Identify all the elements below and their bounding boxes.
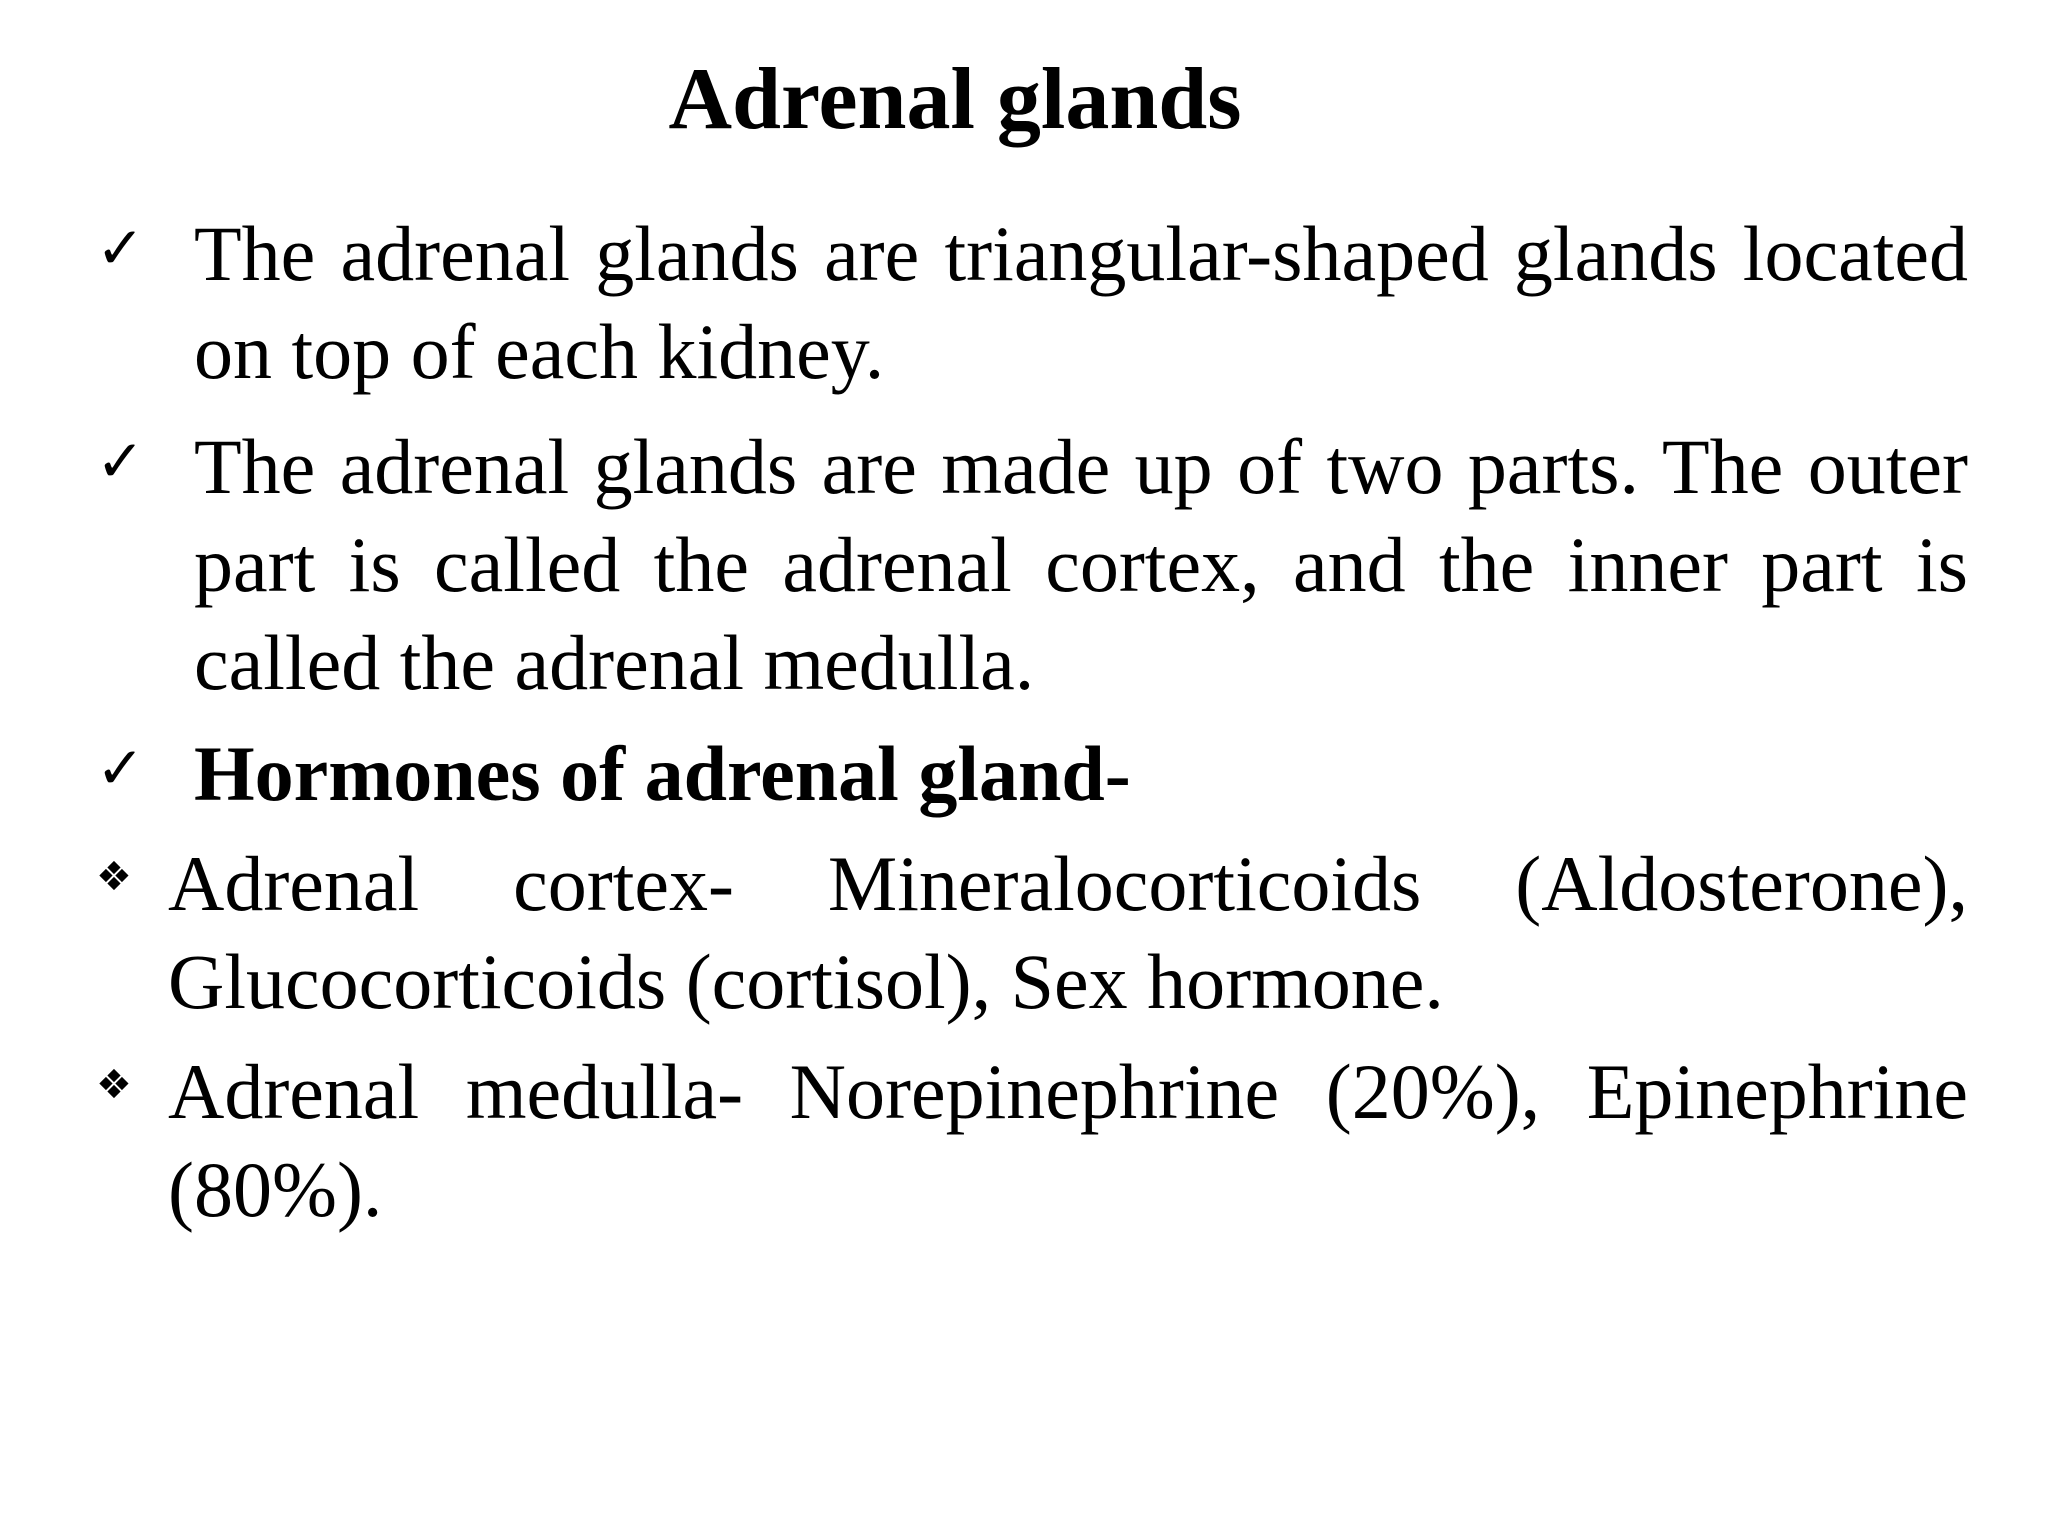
check-icon: ✓ — [96, 427, 145, 495]
section-heading: Hormones of adrenal gland- — [194, 730, 1131, 817]
bullet-text: The adrenal glands are triangular-shaped glands located on top of each kidney. — [194, 210, 1968, 395]
four-diamond-icon: ❖ — [96, 854, 132, 900]
check-icon: ✓ — [96, 734, 145, 802]
check-icon: ✓ — [96, 214, 145, 282]
bullet-text: The adrenal glands are made up of two parts. The outer part is called the adrenal cortex, and the inner part is called the adrenal medulla. — [194, 423, 1968, 706]
bullet-text: Adrenal medulla- Norepinephrine (20%), Epinephrine (80%). — [168, 1048, 1968, 1233]
bullet-text: Adrenal cortex- Mineralocorticoids (Aldosterone), Glucocorticoids (cortisol), Sex hormone. — [168, 840, 1968, 1025]
four-diamond-icon: ❖ — [96, 1062, 132, 1108]
slide-title: Adrenal glands — [668, 51, 1242, 148]
